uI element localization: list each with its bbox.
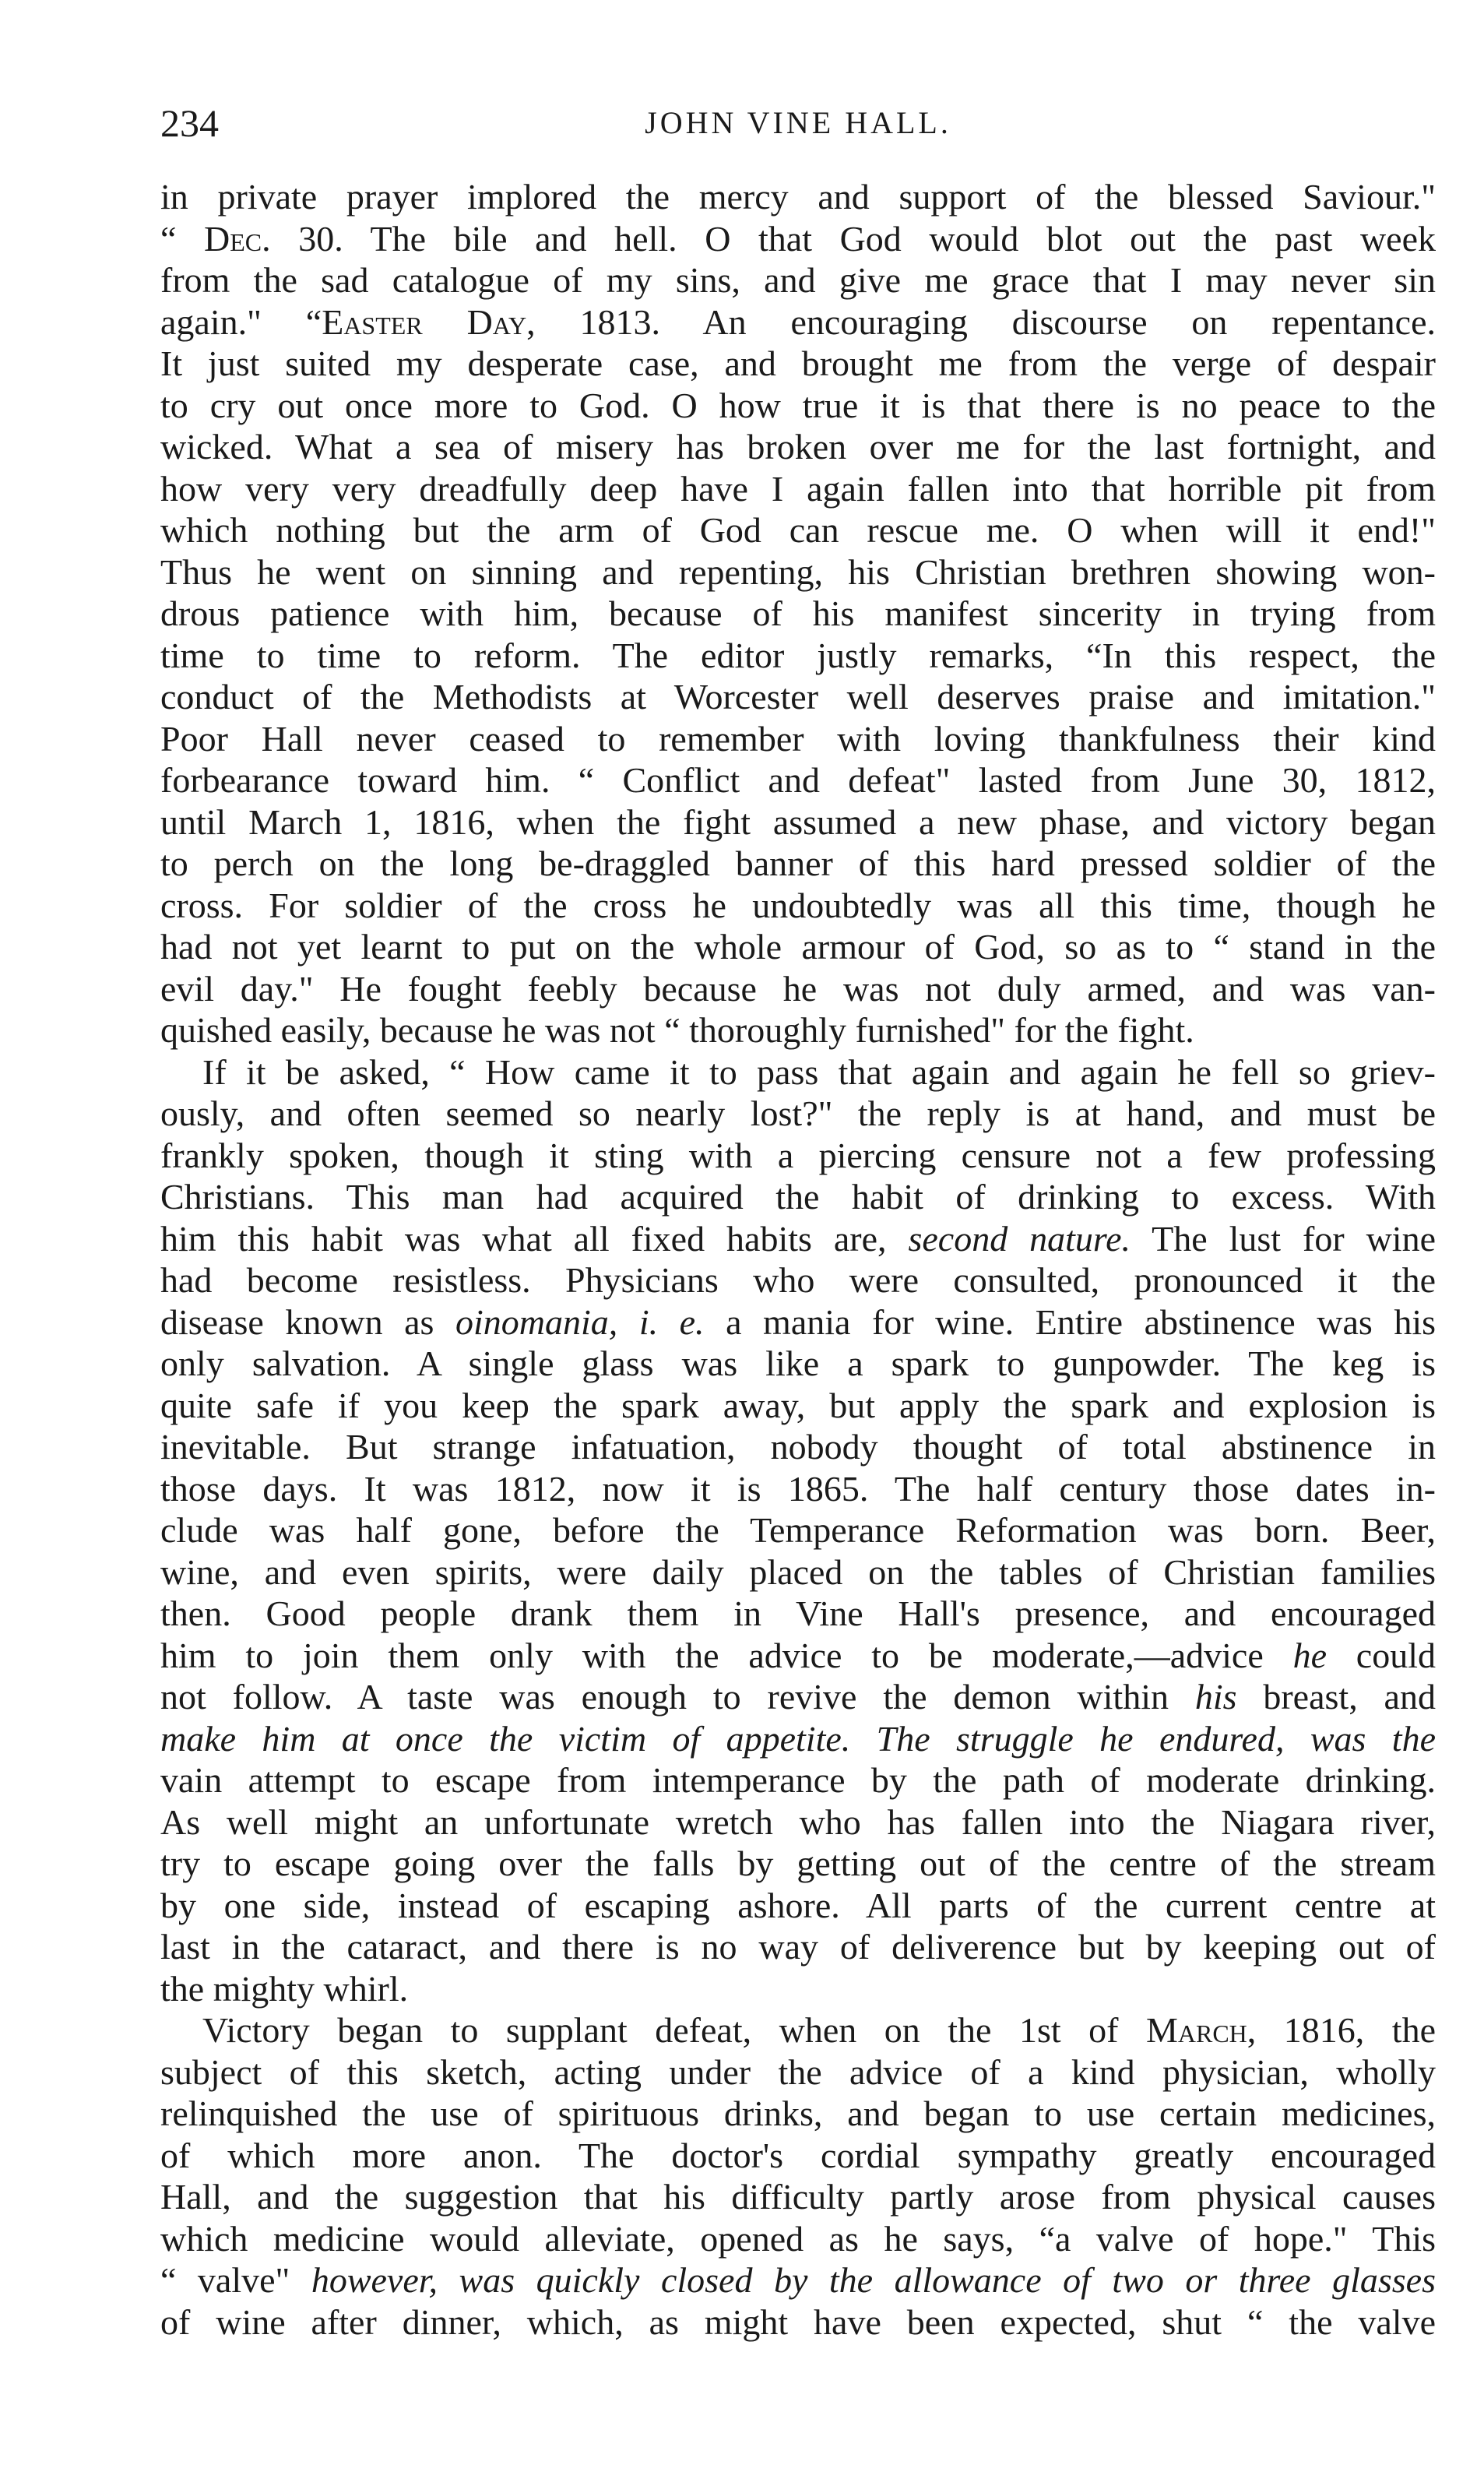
text-segment: As well might an unfortunate wretch who has fallen into the Niagara river, bbox=[160, 1801, 1436, 1842]
text-line bbox=[160, 2051, 1436, 2093]
text-segment: from the sad catalogue of my sins, and give me grace that I may never sin bbox=[160, 260, 1436, 300]
text-segment: quite safe if you keep the spark away, but apply the spark and explosion is bbox=[160, 1385, 1436, 1425]
text-line bbox=[160, 635, 1436, 677]
text-segment: 1816, the bbox=[1256, 2010, 1436, 2050]
text-segment: of wine after dinner, which, as might have been expected, shut “ the valve bbox=[160, 2301, 1436, 2342]
text-segment: subject of this sketch, acting under the advice of a kind physician, wholly bbox=[160, 2051, 1436, 2092]
text-line bbox=[160, 2093, 1436, 2135]
text-line bbox=[160, 301, 1436, 343]
text-segment: again." “ bbox=[160, 301, 322, 342]
text-line bbox=[160, 1093, 1436, 1135]
text-line bbox=[160, 1468, 1436, 1510]
text-line bbox=[160, 1801, 1436, 1843]
text-line bbox=[160, 2176, 1436, 2218]
small-caps-text: Easter Day, bbox=[322, 301, 536, 342]
text-line bbox=[160, 843, 1436, 885]
text-segment: quished easily, because he was not “ thoroughly furnished" for the fight. bbox=[160, 1010, 1194, 1050]
text-segment: could bbox=[1326, 1635, 1437, 1675]
text-line bbox=[160, 385, 1436, 427]
text-segment: which nothing but the arm of God can rescue me. O when will it end!" bbox=[160, 510, 1436, 550]
text-line bbox=[160, 1051, 1436, 1093]
text-segment: clude was half gone, before the Temperance Reformation was born. Beer, bbox=[160, 1510, 1436, 1550]
text-line bbox=[160, 1259, 1436, 1301]
text-line bbox=[160, 1676, 1436, 1718]
text-segment: wicked. What a sea of misery has broken over me for the last fortnight, and bbox=[160, 427, 1436, 467]
text-line bbox=[160, 1385, 1436, 1427]
text-segment: vain attempt to escape from intemperance by the path of moderate drinking. bbox=[160, 1760, 1436, 1800]
text-segment: conduct of the Methodists at Worcester well deserves praise and imitation." bbox=[160, 677, 1436, 717]
text-segment: not follow. A taste was enough to revive the demon within bbox=[160, 1677, 1195, 1717]
text-line bbox=[160, 2009, 1436, 2051]
text-line bbox=[160, 1843, 1436, 1885]
text-segment: had not yet learnt to put on the whole armour of God, so as to “ stand in the bbox=[160, 927, 1436, 967]
text-segment: Victory began to supplant defeat, when on the 1st of bbox=[202, 2010, 1146, 2050]
text-line bbox=[160, 218, 1436, 260]
running-title: JOHN VINE HALL. bbox=[645, 105, 951, 140]
text-segment: “ valve" bbox=[160, 2260, 311, 2300]
italic-text: however, was quickly closed by the allowance of two or three glasses bbox=[311, 2260, 1436, 2300]
text-segment: The lust for wine bbox=[1131, 1218, 1436, 1259]
text-segment: by one side, instead of escaping ashore. All parts of the current centre at bbox=[160, 1885, 1436, 1925]
text-line bbox=[160, 1885, 1436, 1927]
text-segment: forbearance toward him. “ Conflict and defeat" lasted from June 30, 1812, bbox=[160, 760, 1436, 800]
text-line bbox=[160, 509, 1436, 551]
text-line bbox=[160, 593, 1436, 635]
text-line bbox=[160, 1551, 1436, 1593]
text-segment: breast, and bbox=[1236, 1677, 1436, 1717]
text-segment: to perch on the long be-draggled banner of this hard pressed soldier of the bbox=[160, 843, 1436, 883]
text-segment: It just suited my desperate case, and brought me from the verge of despair bbox=[160, 343, 1436, 383]
italic-text: oinomania, i. e. bbox=[455, 1301, 705, 1342]
text-line bbox=[160, 176, 1436, 218]
text-segment: try to escape going over the falls by getting out of the centre of the stream bbox=[160, 1843, 1436, 1883]
page-header bbox=[160, 92, 1436, 154]
text-line bbox=[160, 1926, 1436, 1968]
text-line bbox=[160, 1718, 1436, 1760]
text-line bbox=[160, 2135, 1436, 2177]
text-line bbox=[160, 1009, 1436, 1051]
text-segment: Thus he went on sinning and repenting, his Christian brethren showing won- bbox=[160, 551, 1436, 592]
text-segment: time to time to reform. The editor justly remarks, “In this respect, the bbox=[160, 635, 1436, 675]
small-caps-text: Dec. bbox=[204, 218, 271, 259]
text-segment: Hall, and the suggestion that his difficulty partly arose from physical causes bbox=[160, 2177, 1436, 2217]
body-text bbox=[160, 176, 1436, 2343]
text-line bbox=[160, 759, 1436, 801]
text-segment: to cry out once more to God. O how true it is that there is no peace to the bbox=[160, 385, 1436, 425]
text-segment: a mania for wine. Entire abstinence was his bbox=[704, 1301, 1436, 1342]
text-segment: Christians. This man had acquired the habit of drinking to excess. With bbox=[160, 1177, 1436, 1217]
italic-text: second nature. bbox=[908, 1218, 1131, 1259]
text-line bbox=[160, 926, 1436, 968]
text-segment: in private prayer implored the mercy and support of the blessed Saviour." bbox=[160, 177, 1436, 217]
text-segment: only salvation. A single glass was like a spark to gunpowder. The keg is bbox=[160, 1343, 1436, 1383]
text-segment: until March 1, 1816, when the fight assumed a new phase, and victory began bbox=[160, 801, 1436, 842]
page-number: 234 bbox=[160, 101, 219, 145]
text-line bbox=[160, 885, 1436, 927]
text-line bbox=[160, 801, 1436, 843]
text-line bbox=[160, 676, 1436, 718]
text-segment: ously, and often seemed so nearly lost?" the reply is at hand, and must be bbox=[160, 1093, 1436, 1133]
text-line bbox=[160, 1301, 1436, 1343]
text-segment: “ bbox=[160, 218, 205, 259]
text-line bbox=[160, 468, 1436, 510]
text-line bbox=[160, 2259, 1436, 2301]
text-segment: him to join them only with the advice to be moderate,—advice bbox=[160, 1635, 1293, 1675]
italic-text: his bbox=[1194, 1677, 1237, 1717]
text-segment: evil day." He fought feebly because he was not duly armed, and was van- bbox=[160, 968, 1436, 1009]
text-line bbox=[160, 426, 1436, 468]
text-line bbox=[160, 1635, 1436, 1677]
text-line bbox=[160, 259, 1436, 301]
text-segment: 30. The bile and hell. O that God would blot out the past week bbox=[270, 218, 1437, 259]
text-segment: disease known as bbox=[160, 1301, 455, 1342]
text-segment: Poor Hall never ceased to remember with loving thankfulness their kind bbox=[160, 718, 1436, 759]
text-segment: frankly spoken, though it sting with a piercing censure not a few professing bbox=[160, 1135, 1436, 1175]
text-line bbox=[160, 551, 1436, 593]
text-segment: wine, and even spirits, were daily placed on the tables of Christian families bbox=[160, 1551, 1436, 1592]
small-caps-text: March, bbox=[1145, 2010, 1257, 2050]
text-line bbox=[160, 343, 1436, 385]
text-line bbox=[160, 718, 1436, 760]
text-segment: last in the cataract, and there is no way of deliverence but by keeping out of bbox=[160, 1927, 1436, 1967]
text-line bbox=[160, 1593, 1436, 1635]
text-segment: relinquished the use of spirituous drinks, and began to use certain medicines, bbox=[160, 2093, 1436, 2133]
text-segment: inevitable. But strange infatuation, nobody thought of total abstinence in bbox=[160, 1427, 1436, 1467]
text-line bbox=[160, 1218, 1436, 1260]
text-line bbox=[160, 1968, 1436, 2010]
text-line bbox=[160, 2218, 1436, 2260]
text-line bbox=[160, 1426, 1436, 1468]
text-segment: how very very dreadfully deep have I again fallen into that horrible pit from bbox=[160, 468, 1436, 509]
italic-text: he bbox=[1292, 1635, 1327, 1675]
text-segment: the mighty whirl. bbox=[160, 1968, 409, 2009]
text-segment: those days. It was 1812, now it is 1865. The half century those dates in- bbox=[160, 1468, 1436, 1509]
text-line bbox=[160, 968, 1436, 1010]
text-line bbox=[160, 2301, 1436, 2343]
text-line bbox=[160, 1759, 1436, 1801]
italic-text: make him at once the victim of appetite. The struggle he endured, was the bbox=[160, 1718, 1436, 1759]
text-segment: him this habit was what all fixed habits are, bbox=[160, 1218, 909, 1259]
text-segment: then. Good people drank them in Vine Hall's presence, and encouraged bbox=[160, 1593, 1436, 1633]
text-segment: cross. For soldier of the cross he undoubtedly was all this time, though he bbox=[160, 885, 1436, 925]
text-segment: 1813. An encouraging discourse on repentance. bbox=[535, 301, 1436, 342]
text-line bbox=[160, 1135, 1436, 1177]
text-segment: of which more anon. The doctor's cordial sympathy greatly encouraged bbox=[160, 2135, 1436, 2175]
text-line bbox=[160, 1176, 1436, 1218]
text-line bbox=[160, 1343, 1436, 1385]
text-segment: If it be asked, “ How came it to pass that again and again he fell so griev- bbox=[202, 1051, 1436, 1092]
text-segment: had become resistless. Physicians who were consulted, pronounced it the bbox=[160, 1260, 1436, 1300]
text-segment: drous patience with him, because of his manifest sincerity in trying from bbox=[160, 593, 1436, 633]
text-line bbox=[160, 1509, 1436, 1551]
text-segment: which medicine would alleviate, opened as he says, “a valve of hope." This bbox=[160, 2218, 1436, 2259]
